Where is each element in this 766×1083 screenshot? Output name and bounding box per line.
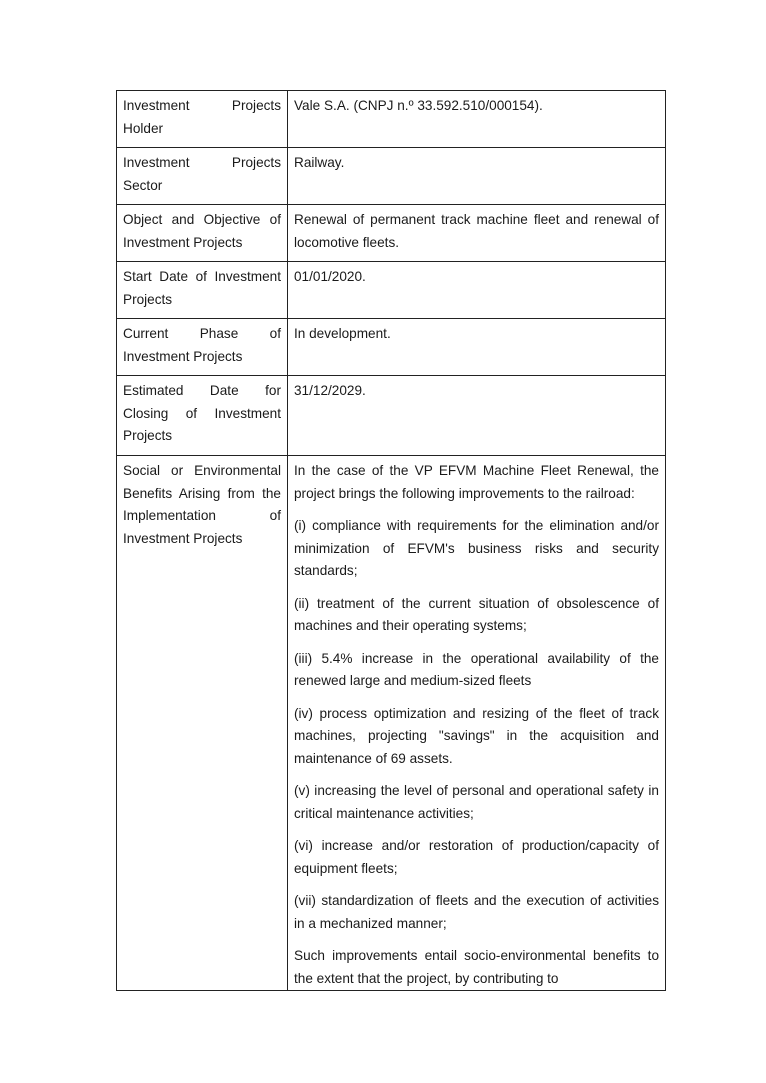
- row-value-cell: [288, 205, 666, 262]
- closing-date-value: 31/12/2029.: [294, 383, 366, 398]
- benefit-item: (i) compliance with requirements for the elimination and/or minimization of EFVM's business risks and security standards;: [294, 518, 659, 578]
- benefit-item: (vi) increase and/or restoration of production/capacity of equipment fleets;: [294, 838, 659, 876]
- benefit-item: (iv) process optimization and resizing of the fleet of track machines, projecting "savings" in the acquisition and maintenance of 69 assets.: [294, 705, 659, 766]
- investment-projects-table: [116, 90, 666, 991]
- holder-value: Vale S.A. (CNPJ n.º 33.592.510/000154).: [294, 98, 543, 113]
- objective-value: Renewal of permanent track machine fleet and renewal of locomotive fleets.: [294, 212, 659, 250]
- table-row: [117, 148, 666, 205]
- row-value-cell: [288, 91, 666, 148]
- row-label-cell: [117, 456, 288, 991]
- row-label-cell: [117, 319, 288, 376]
- table-row: [117, 456, 666, 991]
- benefit-item: (ii) treatment of the current situation of obsolescence of machines and their operating systems;: [294, 595, 659, 633]
- benefits-intro: In the case of the VP EFVM Machine Fleet Renewal, the project brings the following improvements to the railroad:: [294, 463, 659, 501]
- row-label-cell: [117, 262, 288, 319]
- benefit-item: (v) increasing the level of personal and operational safety in critical maintenance activities;: [294, 783, 659, 821]
- start-date-label: Start Date of Investment Projects: [123, 269, 281, 307]
- phase-value: In development.: [294, 326, 391, 341]
- table-row: [117, 205, 666, 262]
- objective-label: Object and Objective of Investment Projects: [123, 212, 281, 250]
- row-label-cell: [117, 205, 288, 262]
- start-date-value: 01/01/2020.: [294, 269, 366, 284]
- benefits-label: Social or Environmental Benefits Arising from the Implementation of Investment Projects: [123, 463, 281, 546]
- table-row: [117, 91, 666, 148]
- row-value-cell: [288, 262, 666, 319]
- sector-label: Investment Projects Sector: [123, 155, 281, 193]
- closing-date-label: Estimated Date for Closing of Investment Projects: [123, 383, 281, 443]
- table-row: [117, 376, 666, 456]
- table-row: [117, 262, 666, 319]
- row-value-cell: [288, 319, 666, 376]
- benefits-value-cell: [288, 456, 666, 991]
- benefits-closing: Such improvements entail socio-environmental benefits to the extent that the project, by contributing to: [294, 948, 659, 986]
- holder-label: Investment Projects Holder: [123, 98, 281, 136]
- benefit-item: (iii) 5.4% increase in the operational availability of the renewed large and medium-sized fleets: [294, 650, 659, 688]
- benefit-item: (vii) standardization of fleets and the execution of activities in a mechanized manner;: [294, 893, 659, 931]
- row-label-cell: [117, 148, 288, 205]
- row-label-cell: [117, 376, 288, 456]
- phase-label: Current Phase of Investment Projects: [123, 326, 281, 364]
- sector-value: Railway.: [294, 155, 345, 170]
- table-row: [117, 319, 666, 376]
- row-label-cell: [117, 91, 288, 148]
- row-value-cell: [288, 376, 666, 456]
- row-value-cell: [288, 148, 666, 205]
